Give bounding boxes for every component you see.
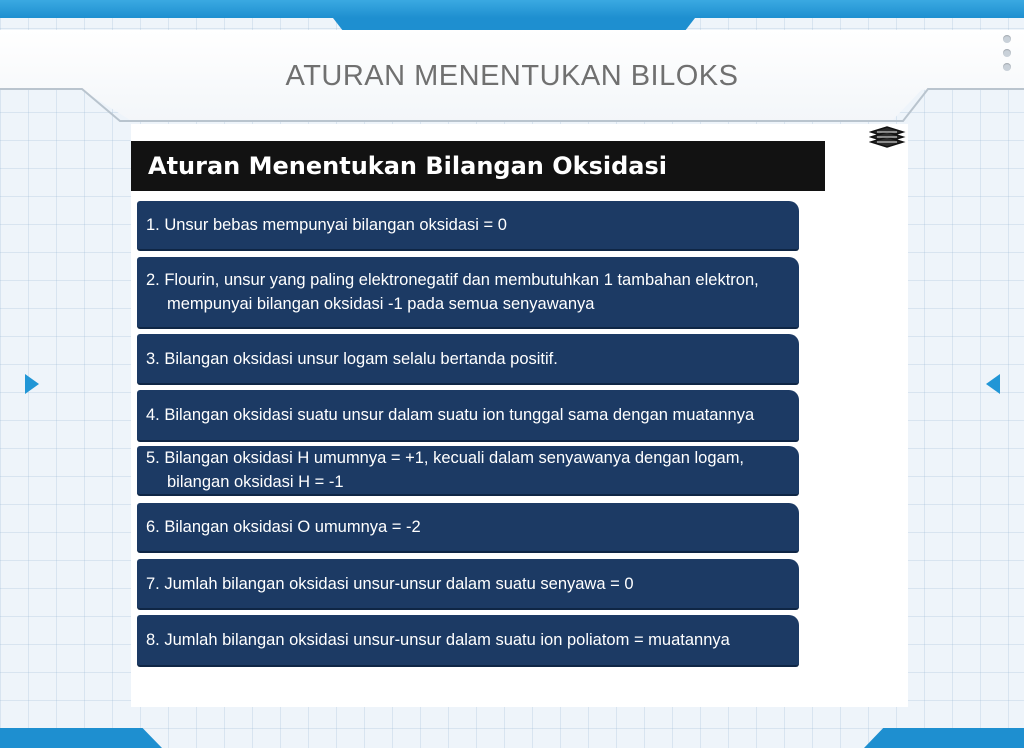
rule-3 (137, 334, 799, 385)
dot (1003, 49, 1011, 57)
dot (1003, 35, 1011, 43)
rule-text: 7. Jumlah bilangan oksidasi unsur-unsur dalam suatu senyawa = 0 (146, 574, 634, 593)
triangle-left-icon[interactable] (986, 374, 1000, 394)
rule-text: 5. Bilangan oksidasi H umumnya = +1, kecuali dalam senyawanya dengan logam, bilangan oksidasi H = -1 (146, 449, 745, 491)
bottom-right-accent (864, 728, 1024, 748)
slide-heading: Aturan Menentukan Bilangan Oksidasi (131, 141, 825, 191)
bottom-left-accent (0, 728, 162, 748)
rule-text: 2. Flourin, unsur yang paling elektronegatif dan membutuhkan 1 tambahan elektron, mempunyai bilangan oksidasi -1 pada semua senyawanya (146, 271, 759, 313)
rule-6 (137, 503, 799, 553)
vertical-dots-icon[interactable] (1003, 35, 1011, 77)
rule-4 (137, 390, 799, 442)
rule-text: 6. Bilangan oksidasi O umumnya = -2 (146, 518, 421, 536)
rule-8 (137, 615, 799, 667)
rule-text: 1. Unsur bebas mempunyai bilangan oksidasi = 0 (146, 216, 507, 234)
rule-text: 3. Bilangan oksidasi unsur logam selalu bertanda positif. (146, 349, 558, 368)
dot (1003, 63, 1011, 71)
content-panel (131, 124, 908, 707)
stack-icon (869, 124, 907, 148)
rule-2 (137, 257, 799, 329)
top-accent-tab (333, 18, 695, 32)
top-accent-bar (0, 0, 1024, 18)
rule-1 (137, 201, 799, 251)
rule-text: 4. Bilangan oksidasi suatu unsur dalam suatu ion tunggal sama dengan muatannya (146, 406, 755, 424)
rule-text: 8. Jumlah bilangan oksidasi unsur-unsur dalam suatu ion poliatom = muatannya (146, 631, 730, 649)
page-title: ATURAN MENENTUKAN BILOKS (285, 60, 739, 92)
rule-7 (137, 559, 799, 610)
rule-5 (137, 446, 799, 496)
triangle-right-icon[interactable] (25, 374, 39, 394)
